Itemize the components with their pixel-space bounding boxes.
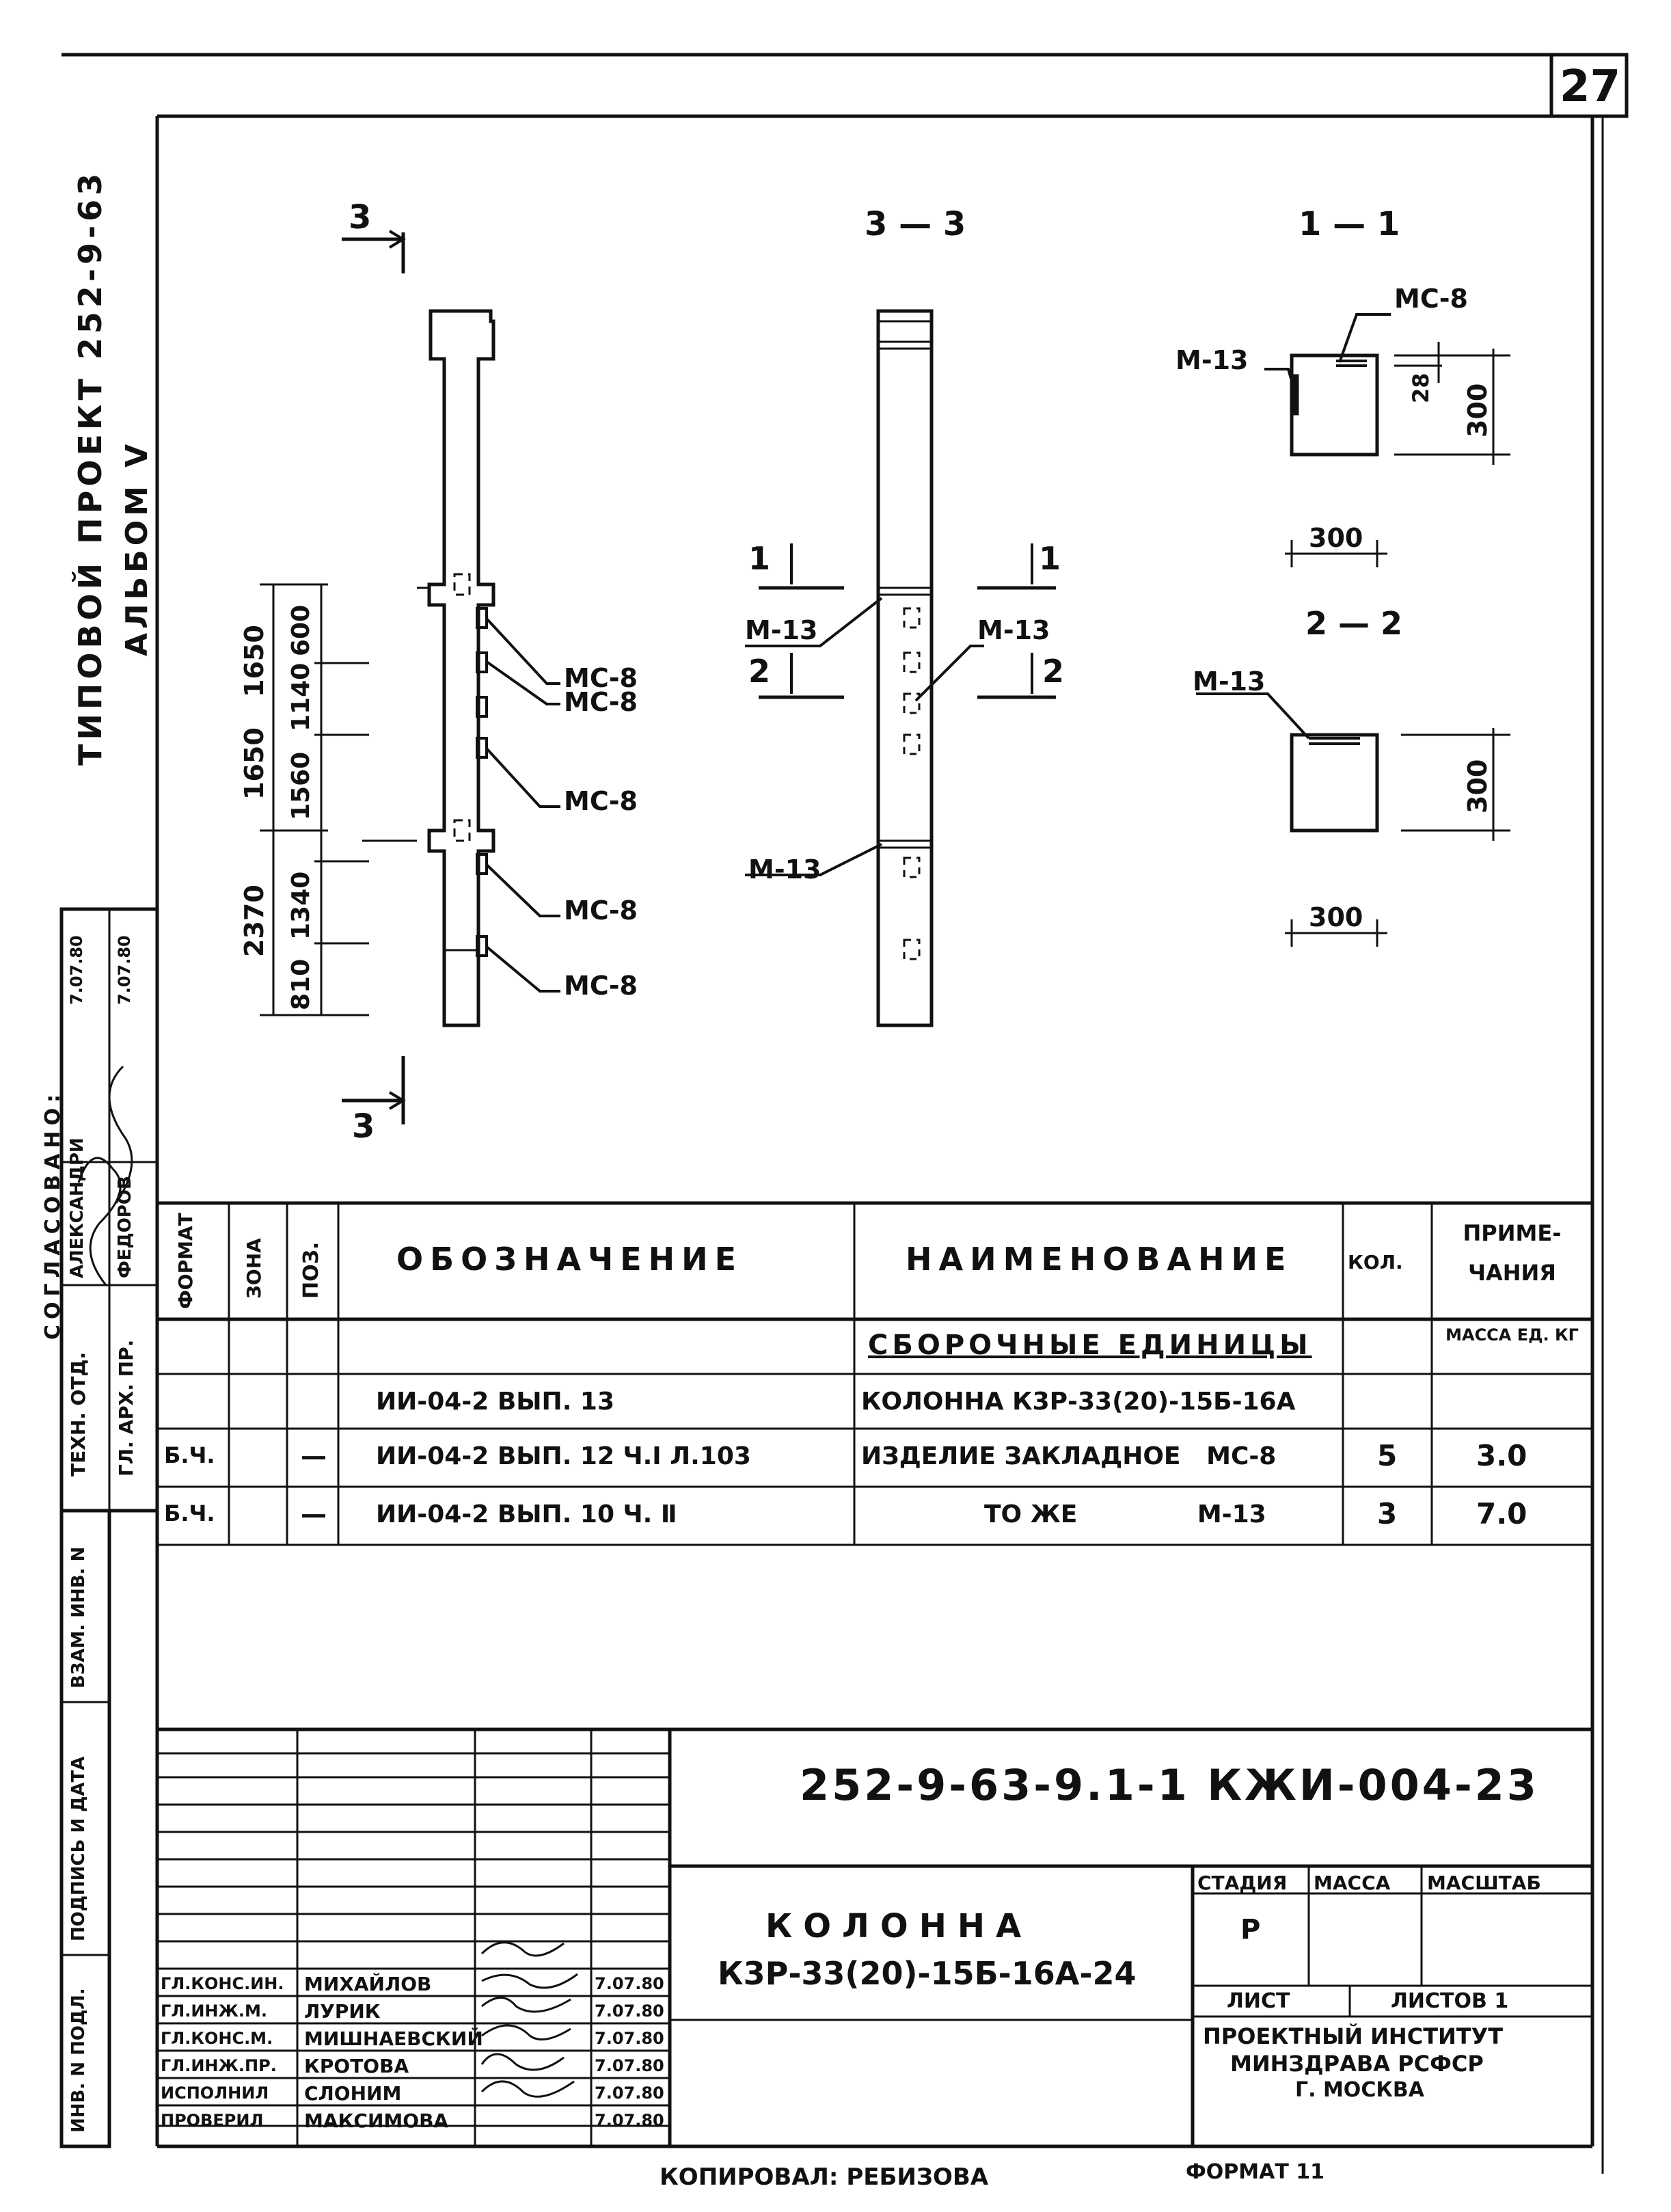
stamp-inv-ref: ВЗАМ. ИНВ. N: [68, 1546, 89, 1688]
sheet-label: ЛИСТ: [1227, 1989, 1290, 2013]
section-22-title: 2 — 2: [1305, 605, 1403, 642]
section-11-dim-height: 300: [1463, 383, 1493, 437]
section-title-assembly: СБОРОЧНЫЕ ЕДИНИЦЫ: [868, 1330, 1312, 1361]
header-zone: ЗОНА: [243, 1238, 265, 1299]
sig-name-1: МИХАЙЛОВ: [304, 1973, 432, 1995]
sig-date-4: 7.07.80: [595, 2056, 664, 2075]
sig-role-1: ГЛ.КОНС.ИН.: [161, 1974, 284, 1993]
dim-outer-2: 1650: [239, 727, 269, 800]
stamp-inv-orig: ИНВ. N ПОДЛ.: [68, 1988, 89, 2133]
label-m13-2: М-13: [977, 615, 1050, 645]
sig-name-5: СЛОНИМ: [304, 2082, 402, 2105]
section-11-label-ms8: МС-8: [1394, 284, 1468, 314]
section-11-label-m13: М-13: [1176, 345, 1249, 375]
cut-mark-1-right: 1: [1039, 540, 1061, 577]
header-note: ПРИМЕ-ЧАНИЯ: [1463, 1220, 1562, 1286]
approval-date-1: 7.07.80: [67, 935, 86, 1005]
scale-header: МАСШТАБ: [1427, 1872, 1541, 1894]
section-11-dim-28: 28: [1408, 373, 1434, 403]
sig-date-5: 7.07.80: [595, 2083, 664, 2103]
dim-outer-1: 1650: [239, 625, 269, 697]
cut-mark-2-right: 2: [1042, 653, 1065, 690]
stage-value: Р: [1240, 1914, 1261, 1945]
section-22-label-m13: М-13: [1193, 666, 1266, 697]
sig-role-2: ГЛ.ИНЖ.М.: [161, 2001, 268, 2021]
row2-qty: 5: [1377, 1439, 1398, 1472]
label-ms8-5: МС-8: [564, 971, 638, 1001]
row3-pos: —: [301, 1499, 327, 1529]
section-mark-bottom: 3: [352, 1107, 375, 1146]
label-m13-1: М-13: [745, 615, 818, 645]
approval-name-2: ФЕДОРОВ: [115, 1176, 135, 1278]
section-mark-top: 3: [349, 198, 372, 237]
sig-date-1: 7.07.80: [595, 1974, 664, 1993]
label-m13-3: М-13: [748, 854, 821, 885]
label-ms8-1: МС-8: [564, 663, 638, 693]
sig-name-6: МАКСИМОВА: [304, 2109, 449, 2132]
row1-name: КОЛОННА К3Р-33(20)-15Б-16А: [861, 1388, 1296, 1416]
row3-name: ТО ЖЕ М-13: [984, 1500, 1266, 1528]
header-pos: ПОЗ.: [299, 1241, 323, 1299]
project-title: ТИПОВОЙ ПРОЕКТ 252-9-63: [72, 169, 109, 766]
sig-date-3: 7.07.80: [595, 2029, 664, 2048]
mass-header: МАССА: [1314, 1872, 1391, 1894]
cut-mark-1-left: 1: [748, 540, 771, 577]
object-name-line2: К3Р-33(20)-15Б-16А-24: [718, 1955, 1137, 1992]
approval-heading: СОГЛАСОВАНО:: [41, 1089, 65, 1340]
label-ms8-3: МС-8: [564, 786, 638, 816]
dim-inner-1: 600: [287, 604, 315, 656]
header-name: НАИМЕНОВАНИЕ: [906, 1241, 1293, 1278]
footer-format: ФОРМАТ 11: [1186, 2160, 1324, 2184]
sig-role-5: ИСПОЛНИЛ: [161, 2083, 269, 2103]
sig-name-4: КРОТОВА: [304, 2055, 409, 2077]
sig-role-3: ГЛ.КОНС.М.: [161, 2029, 273, 2048]
footer-copied: КОПИРОВАЛ: РЕБИЗОВА: [660, 2163, 989, 2191]
header-designation: ОБОЗНАЧЕНИЕ: [396, 1241, 744, 1278]
sig-name-3: МИШНАЕВСКИЙ: [304, 2027, 483, 2050]
dim-inner-3: 1560: [287, 751, 315, 820]
row3-designation: ИИ-04-2 ВЫП. 10 Ч. Ⅱ: [376, 1500, 677, 1528]
sig-role-4: ГЛ.ИНЖ.ПР.: [161, 2056, 277, 2075]
sig-date-2: 7.07.80: [595, 2001, 664, 2021]
label-ms8-4: МС-8: [564, 895, 638, 926]
dim-inner-2: 1140: [287, 662, 315, 731]
header-mass: МАССА ЕД. КГ: [1445, 1325, 1579, 1345]
album-title: АЛЬБОМ Ⅴ: [120, 440, 154, 656]
dim-inner-4: 1340: [287, 871, 315, 940]
institute-line1: ПРОЕКТНЫЙ ИНСТИТУТ: [1203, 2023, 1504, 2049]
object-name-line1: КОЛОННА: [765, 1907, 1033, 1945]
row3-qty: 3: [1377, 1497, 1398, 1530]
section-11-title: 1 — 1: [1299, 205, 1400, 243]
approval-name-1: АЛЕКСАНДРИ: [67, 1137, 87, 1278]
approval-role-2: ГЛ. АРХ. ПР.: [115, 1339, 137, 1476]
sig-name-2: ЛУРИК: [304, 2000, 381, 2023]
section-33-title: 3 — 3: [865, 205, 966, 243]
stage-header: СТАДИЯ: [1197, 1872, 1288, 1894]
row2-name: ИЗДЕЛИЕ ЗАКЛАДНОЕ МС-8: [861, 1442, 1277, 1470]
row2-note: 3.0: [1476, 1439, 1527, 1472]
dim-inner-5: 810: [287, 958, 315, 1010]
row2-pos: —: [301, 1441, 327, 1471]
drawing-code: 252-9-63-9.1-1 КЖИ-004-23: [800, 1760, 1539, 1810]
row2-format: Б.Ч.: [164, 1442, 215, 1468]
section-22-dim-width: 300: [1309, 902, 1363, 932]
page-number: 27: [1560, 62, 1621, 112]
institute-line3: Г. МОСКВА: [1295, 2078, 1424, 2102]
cut-mark-2-left: 2: [748, 653, 771, 690]
sig-date-6: 7.07.80: [595, 2111, 664, 2130]
row1-designation: ИИ-04-2 ВЫП. 13: [376, 1388, 614, 1416]
institute-line2: МИНЗДРАВА РСФСР: [1230, 2051, 1484, 2077]
section-22-dim-height: 300: [1463, 759, 1493, 813]
approval-date-2: 7.07.80: [115, 935, 134, 1005]
row2-designation: ИИ-04-2 ВЫП. 12 Ч.Ⅰ Л.103: [376, 1442, 751, 1470]
row3-format: Б.Ч.: [164, 1500, 215, 1526]
header-qty: КОЛ.: [1348, 1251, 1403, 1273]
row3-note: 7.0: [1476, 1497, 1527, 1530]
sig-role-6: ПРОВЕРИЛ: [161, 2111, 264, 2130]
sheets-label: ЛИСТОВ 1: [1391, 1989, 1509, 2013]
approval-role-1: ТЕХН. ОТД.: [67, 1351, 90, 1476]
dim-outer-3: 2370: [239, 885, 269, 957]
label-ms8-2: МС-8: [564, 687, 638, 717]
header-format: ФОРМАТ: [174, 1213, 197, 1309]
section-11-dim-width: 300: [1309, 523, 1363, 553]
stamp-sign-date: ПОДПИСЬ И ДАТА: [68, 1756, 89, 1941]
